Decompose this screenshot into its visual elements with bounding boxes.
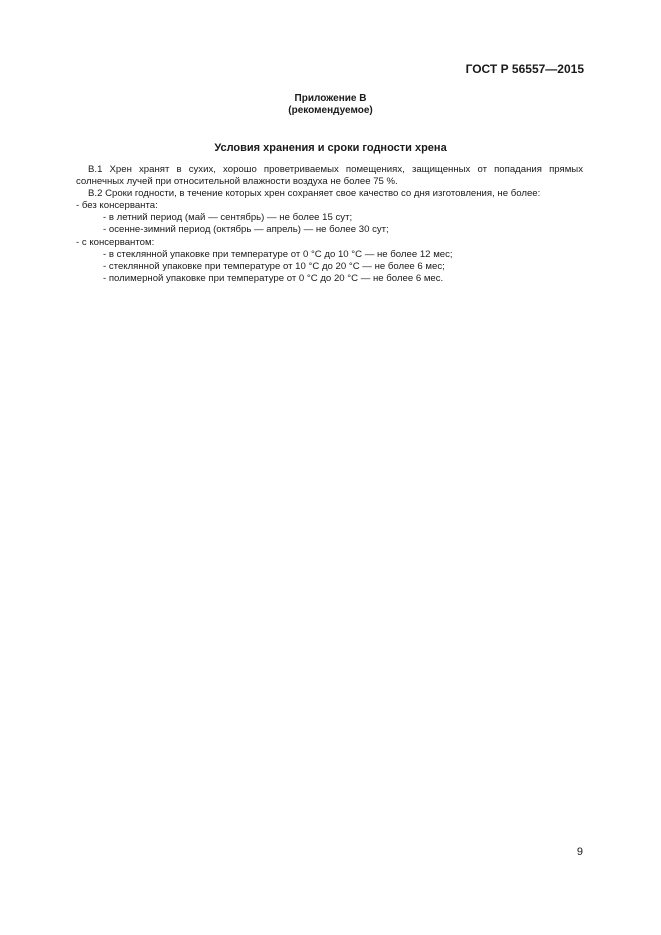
list-item: - без консерванта:: [76, 200, 158, 212]
paragraph-b2: В.2 Сроки годности, в течение которых хрен сохраняет свое качество со дня изготовления, не более:: [88, 188, 541, 200]
document-body: [76, 164, 583, 285]
list-item: - в летний период (май — сентябрь) — не более 15 сут;: [103, 212, 353, 224]
list-item: - в стеклянной упаковке при температуре от 0 °С до 10 °С — не более 12 мес;: [103, 248, 453, 260]
document-code: ГОСТ Р 56557—2015: [465, 62, 584, 76]
page-number: 9: [576, 846, 583, 858]
list-item: - осенне-зимний период (октябрь — апрель) — не более 30 сут;: [103, 224, 389, 236]
list-item: - полимерной упаковке при температуре от 0 °С до 20 °С — не более 6 мес.: [103, 272, 444, 284]
list-item: - с консервантом:: [76, 236, 155, 248]
section-title: Условия хранения и сроки годности хрена: [214, 142, 447, 154]
appendix-heading: [0, 93, 661, 117]
list-item: - стеклянной упаковке при температуре от 10 °С до 20 °С — не более 6 мес;: [103, 260, 445, 272]
paragraph-b1: В.1 Хрен хранят в сухих, хорошо проветриваемых помещениях, защищенных от попадания прямых солнечных лучей при относительной влажности воздуха не более 75 %.: [76, 164, 583, 188]
appendix-subtitle: (рекомендуемое): [288, 105, 373, 116]
appendix-title: Приложение В: [294, 93, 367, 104]
